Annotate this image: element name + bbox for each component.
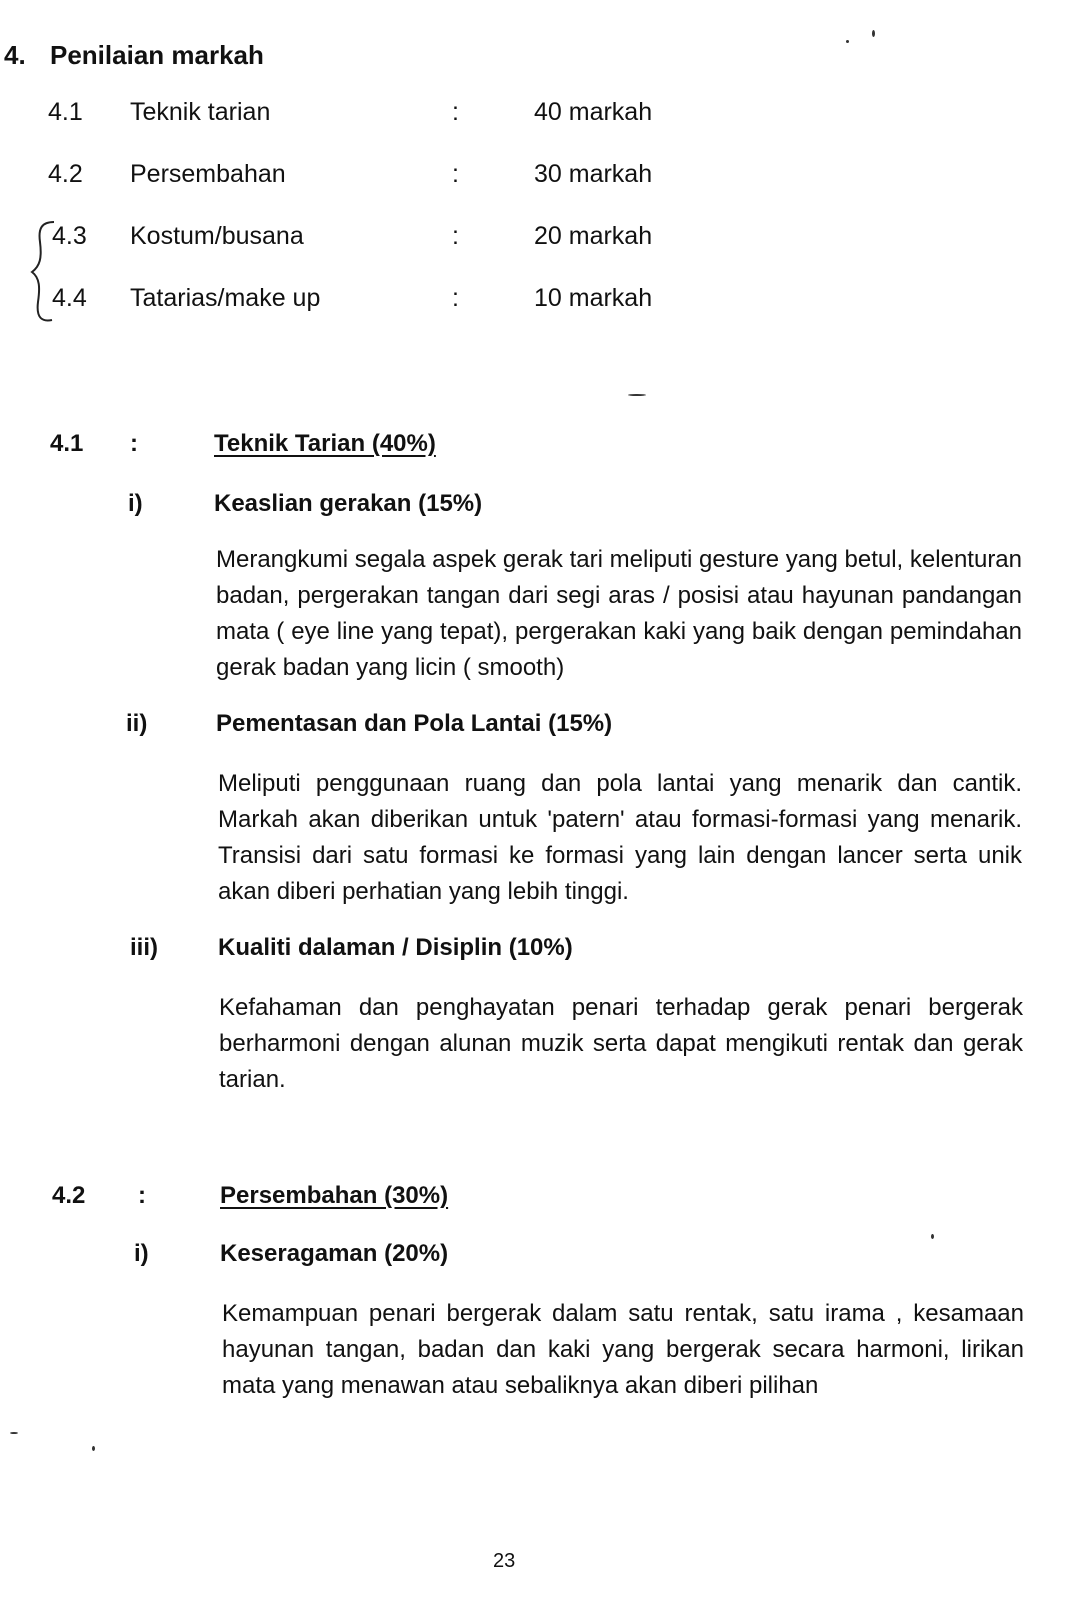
summary-num: 4.2 <box>48 160 83 188</box>
item-numeral: iii) <box>130 934 158 961</box>
summary-marks: 10 markah <box>534 284 653 312</box>
scan-speck <box>628 394 646 396</box>
item-description <box>216 542 1022 686</box>
summary-label: Persembahan <box>130 160 286 188</box>
scan-speck <box>872 30 875 37</box>
item-title: Pementasan dan Pola Lantai (15%) <box>216 710 613 737</box>
heading-title: Penilaian markah <box>50 40 264 70</box>
item-description <box>222 1296 1024 1404</box>
item-title: Keaslian gerakan (15%) <box>214 490 483 517</box>
section-number: 4.1 <box>50 430 84 457</box>
item-numeral: i) <box>134 1240 149 1267</box>
summary-label: Tatarias/make up <box>130 284 321 312</box>
scan-speck <box>92 1446 95 1451</box>
section-title: Persembahan (30%) <box>220 1182 449 1209</box>
item-text: Merangkumi segala aspek gerak tari meliputi gesture yang betul, kelenturan badan, pergerakan tangan dari segi aras / posisi atau hayunan pandangan mata ( eye line yang tepat), pergerakan kaki yang baik dengan pemindahan gerak badan yang licin ( smooth) <box>216 546 1022 681</box>
summary-sep: : <box>452 284 459 312</box>
page-number: 23 <box>493 1550 516 1572</box>
summary-sep: : <box>452 98 459 126</box>
heading-number: 4. <box>4 40 26 70</box>
item-numeral: ii) <box>126 710 148 737</box>
item-title: Keseragaman (20%) <box>220 1240 449 1267</box>
section-separator: : <box>130 430 138 457</box>
scan-speck <box>846 40 849 43</box>
summary-label: Kostum/busana <box>130 222 304 250</box>
summary-num: 4.3 <box>52 222 87 250</box>
summary-marks: 20 markah <box>534 222 653 250</box>
item-text: Kefahaman dan penghayatan penari terhadap gerak penari bergerak berharmoni dengan alunan muzik serta dapat mengikuti rentak dan gerak tarian. <box>219 994 1023 1093</box>
summary-label: Teknik tarian <box>130 98 271 126</box>
item-numeral: i) <box>128 490 143 517</box>
summary-sep: : <box>452 222 459 250</box>
summary-marks: 40 markah <box>534 98 653 126</box>
item-title: Kualiti dalaman / Disiplin (10%) <box>218 934 573 961</box>
summary-sep: : <box>452 160 459 188</box>
item-text: Kemampuan penari bergerak dalam satu rentak, satu irama , kesamaan hayunan tangan, badan dan kaki yang bergerak secara harmoni, lirikan mata yang menawan atau sebaliknya akan diberi pilihan <box>222 1300 1024 1399</box>
section-title: Teknik Tarian (40%) <box>214 430 436 457</box>
section-number: 4.2 <box>52 1182 86 1209</box>
handwritten-brace-mark <box>28 218 58 328</box>
summary-marks: 30 markah <box>534 160 653 188</box>
item-description <box>219 990 1023 1098</box>
item-description <box>218 766 1022 910</box>
scan-speck <box>10 1432 18 1434</box>
summary-num: 4.4 <box>52 284 87 312</box>
scan-speck <box>931 1234 934 1239</box>
section-separator: : <box>138 1182 146 1209</box>
summary-num: 4.1 <box>48 98 83 126</box>
item-text: Meliputi penggunaan ruang dan pola lantai yang menarik dan cantik. Markah akan diberikan untuk 'patern' atau formasi-formasi yang menarik. Transisi dari satu formasi ke formasi yang lain dengan lancer serta unik akan diberi perhatian yang lebih tinggi. <box>218 770 1022 905</box>
